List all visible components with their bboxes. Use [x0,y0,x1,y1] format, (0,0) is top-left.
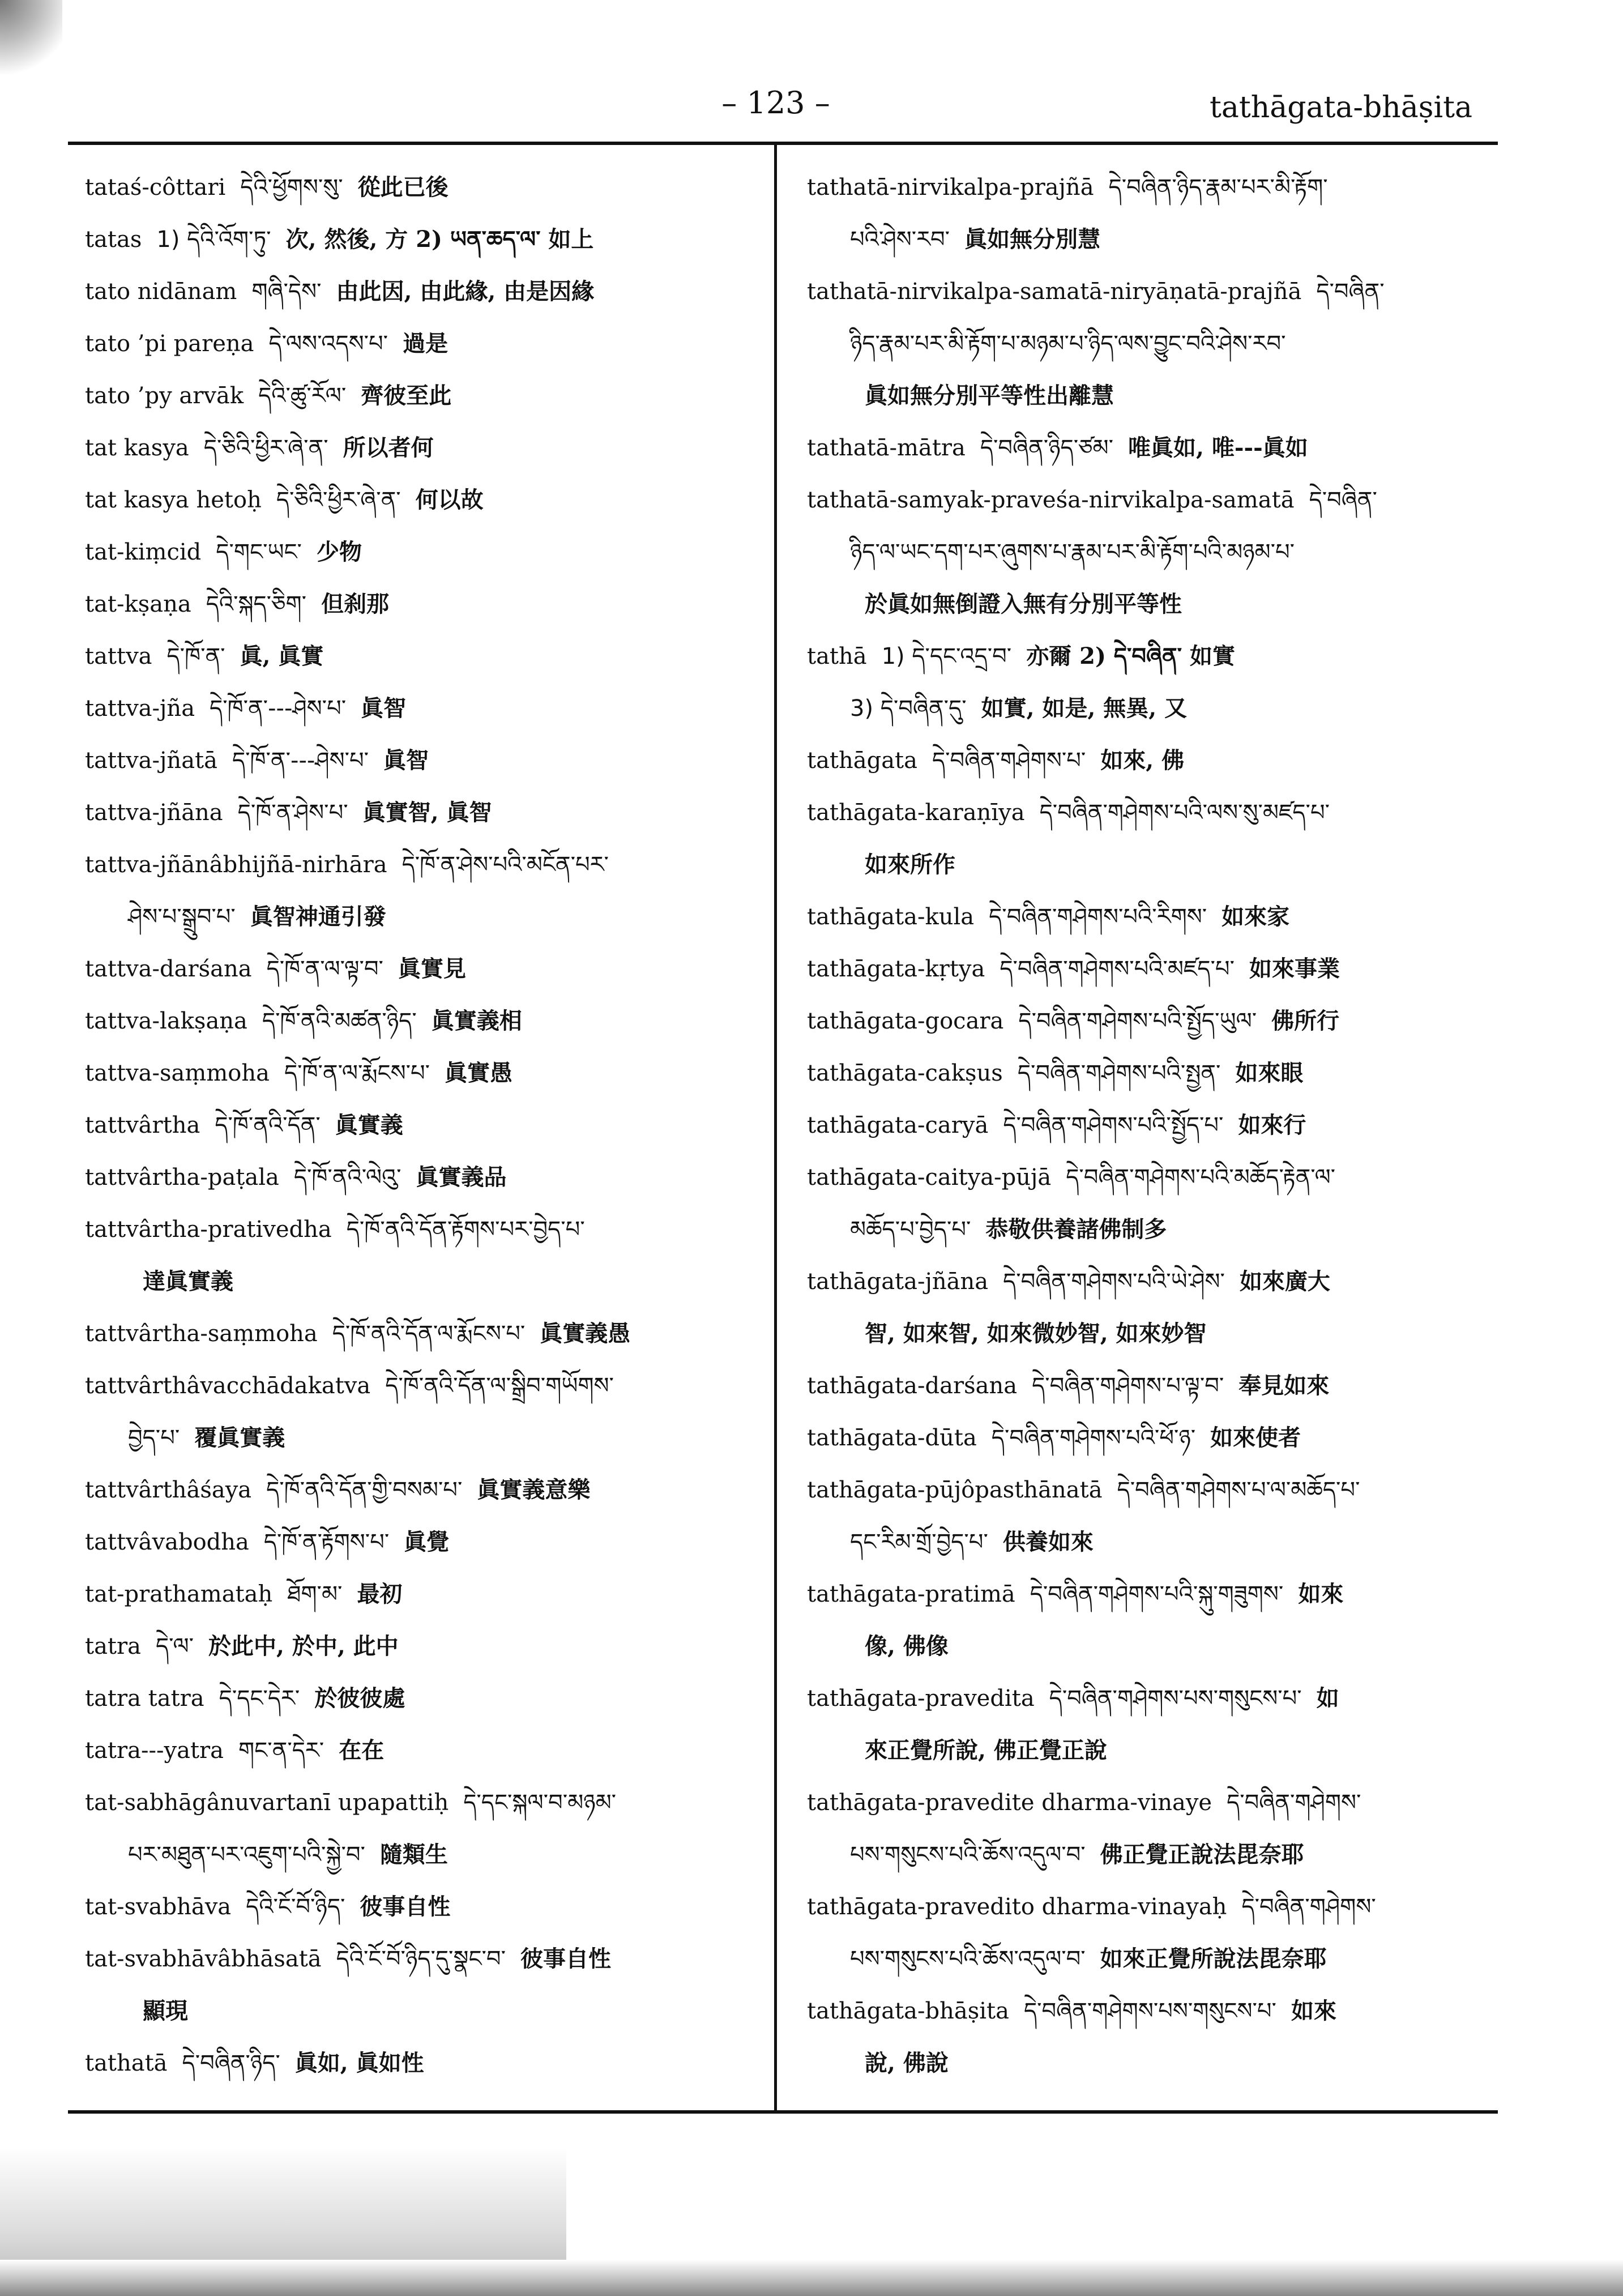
headword: tathāgata-jñāna [807,1269,989,1295]
headword: tattva-jña [85,695,195,722]
chinese-equivalent: 如來 [1291,1998,1336,2024]
dictionary-entry [85,578,764,630]
entry-continuation [85,1985,764,2037]
chinese-equivalent: 眞實見 [398,955,466,982]
dictionary-entry [807,1360,1487,1412]
tibetan-equivalent: དེའི་སྐད་ཅིག་ [206,591,307,617]
headword: tattvârthâvacchādakatva [85,1373,371,1399]
headword: tat-prathamataḥ [85,1581,273,1607]
dictionary-entry [807,891,1487,943]
tibetan-equivalent: ཤེས་པ་སྒྲུབ་པ་ [128,904,236,930]
tibetan-equivalent: དེ་བཞིན་གཤེགས་པའི་མཆོད་རྟེན་ལ་ [1066,1164,1336,1190]
tibetan-equivalent: དེ་དང་དེར་ [219,1685,300,1712]
chinese-equivalent: 智, 如來智, 如來微妙智, 如來妙智 [865,1320,1207,1347]
chinese-equivalent: 如來家 [1221,903,1290,930]
tibetan-equivalent: ཉིད་རྣམ་པར་མི་རྟོག་པ་མཉམ་པ་ཉིད་ལས་བྱུང་བའི་ཤེས་རབ་ [850,331,1286,357]
chinese-equivalent: 達眞實義 [143,1268,233,1295]
headword: tathāgata-bhāṣita [807,1998,1009,2024]
tibetan-equivalent: དེ་བཞིན་གཤེགས་པའི་མཛད་པ་ [1000,956,1235,982]
chinese-equivalent: 眞智 [383,747,429,774]
dictionary-entry [807,1881,1487,1933]
tibetan-equivalent: དེ་བཞིན་གཤེགས་པའི་ཡེ་ཤེས་ [1003,1269,1225,1295]
chinese-equivalent: 由此因, 由此緣, 由是因緣 [336,278,595,305]
running-head: tathāgata-bhāṣita [1209,91,1472,125]
dictionary-entry [85,1568,764,1620]
dictionary-entry [85,1881,764,1933]
headword: tattva-lakṣaṇa [85,1008,247,1034]
tibetan-equivalent: དེ་ཁོ་ན་ལ་རྨོངས་པ་ [284,1060,430,1086]
chinese-equivalent: 在在 [339,1737,385,1764]
headword: tat-sabhāgânuvartanī upapattiḥ [85,1790,449,1816]
dictionary-entry [85,1725,764,1777]
headword: tattva-saṃmoha [85,1060,270,1086]
chinese-equivalent: 顯現 [143,1998,188,2024]
chinese-equivalent: 如來行 [1238,1112,1306,1138]
chinese-equivalent: 眞實義品 [416,1164,507,1190]
chinese-equivalent: 亦爾 2) དེ་བཞིན་ 如實 [1026,643,1236,669]
tibetan-equivalent: ཉིད་ལ་ཡང་དག་པར་ཞུགས་པ་རྣམ་པར་མི་རྟོག་པའི་མཉམ་པ་ [850,539,1295,565]
dictionary-entry [807,1985,1487,2037]
tibetan-equivalent: དེ་ཁོ་ན་ [166,643,225,669]
dictionary-entry [807,1568,1487,1620]
tibetan-equivalent: དེ་དང་སྐལ་བ་མཉམ་ [463,1790,617,1816]
page-number: – 123 – [721,85,830,121]
tibetan-equivalent: གཞི་དེས་ [251,279,322,305]
headword: tat-kiṃcid [85,539,202,565]
headword: tathāgata-gocara [807,1008,1004,1034]
headword: tatra tatra [85,1685,204,1712]
dictionary-entry [807,1412,1487,1464]
chinese-equivalent: 眞實智, 眞智 [362,799,492,826]
dictionary-entry [85,839,764,891]
tibetan-equivalent: དེ་བཞིན་གཤེགས་པའི་སྤྱན་ [1017,1060,1221,1086]
chinese-equivalent: 如來, 佛 [1100,747,1185,774]
header-rule [68,142,1498,145]
headword: tattvârtha-saṃmoha [85,1321,318,1347]
chinese-equivalent: 眞如無分別平等性出離慧 [865,382,1114,409]
chinese-equivalent: 眞實義愚 [540,1320,631,1347]
tibetan-equivalent: དེ་ཁོ་ན་རྟོགས་པ་ [263,1529,390,1555]
chinese-equivalent: 恭敬供養諸佛制多 [985,1216,1167,1243]
tibetan-equivalent: དེ་བཞིན་གཤེགས་པས་གསུངས་པ་ [1049,1685,1302,1712]
dictionary-entry [807,1256,1487,1308]
chinese-equivalent: 如來使者 [1210,1424,1301,1451]
entry-continuation [807,370,1487,422]
entry-continuation [807,578,1487,630]
dictionary-entry [807,1777,1487,1829]
headword: tathāgata-caitya-pūjā [807,1164,1052,1190]
headword: tatra [85,1633,141,1659]
tibetan-equivalent: དེ་ཁོ་ནའི་དོན་ལ་སྒྲིབ་གཡོགས་ [385,1373,614,1399]
headword: tat kasya [85,435,189,461]
chinese-equivalent: 覆眞實義 [194,1424,285,1451]
headword: tat-svabhāvâbhāsatā [85,1946,322,1972]
tibetan-equivalent: དེ་གང་ཡང་ [216,539,302,565]
headword: tathāgata-cakṣus [807,1060,1003,1086]
tibetan-equivalent: དེ་བཞིན་གཤེགས་པའི་སྐུ་གཟུགས་ [1030,1581,1284,1607]
entry-continuation [807,1308,1487,1360]
dictionary-entry [85,995,764,1047]
headword: tathāgata-dūta [807,1425,977,1451]
tibetan-equivalent: གང་ན་དེར་ [238,1738,324,1764]
headword: tathāgata-kula [807,904,975,930]
headword: tathatā-nirvikalpa-prajñā [807,174,1094,200]
headword: tato nidānam [85,279,237,305]
tibetan-equivalent: བྱེད་པ་ [128,1425,180,1451]
headword: tathatā-mātra [807,435,966,461]
tibetan-equivalent: 3) དེ་བཞིན་དུ་ [850,695,967,722]
chinese-equivalent: 但刹那 [321,591,390,617]
tibetan-equivalent: དེ་བཞིན་ཉིད་ཙམ་ [980,435,1114,461]
dictionary-entry [807,422,1487,474]
dictionary-entry [807,1464,1487,1516]
headword: tathāgata-pravedita [807,1685,1035,1712]
chinese-equivalent: 如來正覺所說法毘奈耶 [1100,1945,1327,1972]
tibetan-equivalent: དེ་བཞིན་གཤེགས་པ་ལྟ་བ་ [1032,1373,1224,1399]
dictionary-entry [85,370,764,422]
chinese-equivalent: 如來事業 [1249,955,1340,982]
headword: tattva [85,643,152,669]
chinese-equivalent: 於此中, 於中, 此中 [208,1633,399,1659]
headword: tatas [85,227,142,253]
entry-continuation [807,1516,1487,1568]
dictionary-entry [85,422,764,474]
tibetan-equivalent: པས་གསུངས་པའི་ཆོས་འདུལ་བ་ [850,1842,1086,1868]
dictionary-entry [85,266,764,318]
tibetan-equivalent: དེ་བཞིན་གཤེགས་པ་ [932,748,1086,774]
headword: tattva-jñatā [85,748,217,774]
chinese-equivalent: 齊彼至此 [361,382,452,409]
chinese-equivalent: 說, 佛說 [865,2050,949,2076]
entry-continuation [807,214,1487,266]
chinese-equivalent: 像, 佛像 [865,1633,949,1659]
tibetan-equivalent: དེ་བཞིན་གཤེགས་པའི་རིགས་ [989,904,1207,930]
headword: tattva-darśana [85,956,252,982]
tibetan-equivalent: དེ་ལས་འདས་པ་ [268,331,388,357]
chinese-equivalent: 佛正覺正說法毘奈耶 [1100,1841,1304,1868]
headword: tato ’py arvāk [85,383,244,409]
chinese-equivalent: 供養如來 [1002,1529,1094,1555]
tibetan-equivalent: ཐོག་མ་ [287,1581,343,1607]
dictionary-entry [807,995,1487,1047]
tibetan-equivalent: པར་མཐུན་པར་འཇུག་པའི་སྐྱེ་བ་ [128,1842,365,1868]
tibetan-equivalent: དེ་བཞིན་ [1309,487,1377,513]
dictionary-entry [85,1464,764,1516]
tibetan-equivalent: དེ་བཞིན་ [1316,279,1385,305]
chinese-equivalent: 所以者何 [343,434,434,461]
headword: tathāgata-pravedite dharma-vinaye [807,1790,1212,1816]
tibetan-equivalent: དེ་བཞིན་གཤེགས་པའི་སྤྱོད་ཡུལ་ [1018,1008,1257,1034]
chinese-equivalent: 眞實義相 [431,1008,522,1034]
headword: tat-kṣaṇa [85,591,191,617]
headword: tathāgata-kṛtya [807,956,985,982]
scan-shadow-top-left [0,0,62,79]
chinese-equivalent: 唯眞如, 唯---眞如 [1128,434,1308,461]
dictionary-entry [85,214,764,266]
tibetan-equivalent: དེ་བཞིན་ཉིད་ [182,2050,280,2076]
headword: tattvârtha-paṭala [85,1164,279,1190]
dictionary-entry [85,1620,764,1672]
chinese-equivalent: 奉見如來 [1238,1372,1330,1399]
tibetan-equivalent: དེ་ཁོ་ནའི་དོན་ [215,1112,321,1138]
tibetan-equivalent: དེ་བཞིན་གཤེགས་པའི་སྤྱོད་པ་ [1003,1112,1224,1138]
entry-continuation [807,1725,1487,1777]
headword: tathatā-samyak-praveśa-nirvikalpa-samatā [807,487,1295,513]
tibetan-equivalent: དེ་ཁོ་ནའི་དོན་ལ་རྨོངས་པ་ [332,1321,526,1347]
dictionary-entry [85,1516,764,1568]
tibetan-equivalent: དེ་ལ་ [155,1633,194,1659]
chinese-equivalent: 眞覺 [404,1529,450,1555]
chinese-equivalent: 如實, 如是, 無異, 又 [981,695,1188,722]
entry-continuation [807,318,1487,370]
chinese-equivalent: 如來廣大 [1239,1268,1330,1295]
tibetan-equivalent: དེ་ཅིའི་ཕྱིར་ཞེ་ན་ [203,435,328,461]
tibetan-equivalent: དེའི་ངོ་བོ་ཉིད་དུ་སྣང་བ་ [336,1946,506,1972]
chinese-equivalent: 眞實愚 [445,1060,513,1086]
dictionary-entry [85,1933,764,1985]
headword: tathatā [85,2050,168,2076]
tibetan-equivalent: དེ་བཞིན་གཤེགས་པས་གསུངས་པ་ [1023,1998,1276,2024]
headword: tato ’pi pareṇa [85,331,254,357]
entry-continuation [85,1412,764,1464]
headword: tat-svabhāva [85,1894,232,1920]
dictionary-entry [807,787,1487,839]
tibetan-equivalent: དེ་ཁོ་ན་ལ་ལྟ་བ་ [266,956,383,982]
dictionary-entry [85,1672,764,1725]
footer-rule [68,2110,1498,2114]
chinese-equivalent: 眞智 [361,695,407,722]
tibetan-equivalent: དང་རིམ་གྲོ་བྱེད་པ་ [850,1529,988,1555]
entry-continuation [807,1829,1487,1881]
chinese-equivalent: 如來眼 [1235,1060,1304,1086]
tibetan-equivalent: དེ་བཞིན་གཤེགས་པའི་ཕོ་ཉ་ [991,1425,1196,1451]
headword: tathāgata-pūjôpasthānatā [807,1477,1103,1503]
dictionary-entry [807,1099,1487,1151]
left-column [85,161,764,2089]
tibetan-equivalent: དེ་བཞིན་གཤེགས་ [1241,1894,1376,1920]
dictionary-entry [807,735,1487,787]
headword: tathāgata-karaṇīya [807,800,1025,826]
dictionary-entry [85,735,764,787]
tibetan-equivalent: དེ་བཞིན་གཤེགས་པའི་ལས་སུ་མཛད་པ་ [1039,800,1330,826]
headword: tattva-jñāna [85,800,223,826]
dictionary-entry [807,1047,1487,1099]
tibetan-equivalent: དེ་ཁོ་ནའི་མཚན་ཉིད་ [262,1008,417,1034]
chinese-equivalent: 隨類生 [379,1841,448,1868]
chinese-equivalent: 眞如無分別慧 [964,226,1101,253]
chinese-equivalent: 眞智神通引發 [250,903,386,930]
tibetan-equivalent: དེ་བཞིན་གཤེགས་ [1227,1790,1361,1816]
tibetan-equivalent: དེ་ཁོ་ནའི་ལེའུ་ [293,1164,402,1190]
chinese-equivalent: 眞實義意樂 [477,1476,591,1503]
chinese-equivalent: 眞, 眞實 [240,643,324,669]
entry-continuation [807,682,1487,735]
scan-shadow-bottom [0,2260,1623,2296]
dictionary-entry [85,1099,764,1151]
dictionary-entry [85,318,764,370]
dictionary-entry [85,1308,764,1360]
dictionary-entry [807,474,1487,526]
column-divider [774,142,777,2114]
tibetan-equivalent: དེ་ཁོ་ནའི་དོན་གྱི་བསམ་པ་ [266,1477,463,1503]
tibetan-equivalent: དེ་ཅིའི་ཕྱིར་ཞེ་ན་ [276,487,401,513]
headword: tatra---yatra [85,1738,224,1764]
dictionary-entry [85,630,764,682]
dictionary-entry [807,161,1487,214]
dictionary-entry [85,1204,764,1256]
chinese-equivalent: 如來所作 [865,851,955,878]
tibetan-equivalent: པའི་ཤེས་རབ་ [850,227,950,253]
dictionary-entry [85,474,764,526]
dictionary-entry [85,161,764,214]
headword: tathatā-nirvikalpa-samatā-niryāṇatā-prajñā [807,279,1302,305]
chinese-equivalent: 次, 然後, 方 2) ཡན་ཆད་ལ་ 如上 [285,226,594,253]
tibetan-equivalent: མཆོད་པ་བྱེད་པ་ [850,1217,971,1243]
chinese-equivalent: 於眞如無倒證入無有分別平等性 [865,591,1182,617]
headword: tathāgata-pravedito dharma-vinayaḥ [807,1894,1227,1920]
tibetan-equivalent: དེའི་ཚུ་རོལ་ [258,383,347,409]
chinese-equivalent: 過是 [403,330,449,357]
tibetan-equivalent: 1) དེའི་འོག་ཏུ་ [156,227,271,253]
tibetan-equivalent: དེ་བཞིན་ཉིད་རྣམ་པར་མི་རྟོག་ [1108,174,1328,200]
entry-continuation [85,1829,764,1881]
entry-continuation [807,2037,1487,2089]
tibetan-equivalent: དེ་ཁོ་ནའི་དོན་རྟོགས་པར་བྱེད་པ་ [346,1217,585,1243]
dictionary-entry [85,1151,764,1204]
dictionary-entry [85,943,764,995]
headword: tattvâvabodha [85,1529,249,1555]
chinese-equivalent: 何以故 [415,486,484,513]
dictionary-entry [85,787,764,839]
entry-continuation [85,891,764,943]
headword: tattva-jñānâbhijñā-nirhāra [85,852,387,878]
tibetan-equivalent: པས་གསུངས་པའི་ཆོས་འདུལ་བ་ [850,1946,1086,1972]
dictionary-entry [85,1047,764,1099]
chinese-equivalent: 如 [1316,1685,1339,1712]
chinese-equivalent: 彼事自性 [360,1893,451,1920]
chinese-equivalent: 少物 [316,539,362,565]
headword: tataś-côttari [85,174,226,200]
chinese-equivalent: 來正覺所說, 佛正覺正說 [865,1737,1107,1764]
tibetan-equivalent: དེའི་ངོ་བོ་ཉིད་ [246,1894,345,1920]
dictionary-entry [85,1360,764,1412]
tibetan-equivalent: 1) དེ་དང་འདྲ་བ་ [881,643,1012,669]
headword: tathā [807,643,867,669]
chinese-equivalent: 於彼彼處 [314,1685,405,1712]
right-column [807,161,1487,2089]
tibetan-equivalent: དེ་ཁོ་ན་---ཤེས་པ་ [232,748,369,774]
dictionary-entry [85,526,764,578]
dictionary-entry [807,630,1487,682]
headword: tattvârtha-prativedha [85,1217,332,1243]
chinese-equivalent: 佛所行 [1271,1008,1340,1034]
entry-continuation [85,1256,764,1308]
headword: tat kasya hetoḥ [85,487,262,513]
tibetan-equivalent: དེའི་ཕྱོགས་སུ་ [240,174,343,200]
chinese-equivalent: 從此已後 [357,174,449,200]
entry-continuation [807,1620,1487,1672]
headword: tathāgata-pratimā [807,1581,1015,1607]
chinese-equivalent: 彼事自性 [520,1945,611,1972]
headword: tathāgata-darśana [807,1373,1018,1399]
dictionary-entry [85,2037,764,2089]
dictionary-entry [85,1777,764,1829]
tibetan-equivalent: དེ་ཁོ་ན་ཤེས་པ་ [237,800,348,826]
dictionary-entry [807,943,1487,995]
dictionary-entry [807,1151,1487,1204]
headword: tathāgata-caryā [807,1112,989,1138]
entry-continuation [807,526,1487,578]
entry-continuation [807,839,1487,891]
dictionary-entry [807,266,1487,318]
chinese-equivalent: 最初 [357,1581,403,1607]
dictionary-entry [85,682,764,735]
tibetan-equivalent: དེ་བཞིན་གཤེགས་པ་ལ་མཆོད་པ་ [1117,1477,1360,1503]
entry-continuation [807,1204,1487,1256]
dictionary-entry [807,1672,1487,1725]
chinese-equivalent: 眞如, 眞如性 [294,2050,424,2076]
chinese-equivalent: 如來 [1298,1581,1344,1607]
tibetan-equivalent: དེ་ཁོ་ན་ཤེས་པའི་མངོན་པར་ [402,852,609,878]
headword: tathāgata [807,748,917,774]
tibetan-equivalent: དེ་ཁོ་ན་---ཤེས་པ་ [210,695,347,722]
chinese-equivalent: 眞實義 [335,1112,403,1138]
headword: tattvârthâśaya [85,1477,252,1503]
entry-continuation [807,1933,1487,1985]
headword: tattvârtha [85,1112,200,1138]
